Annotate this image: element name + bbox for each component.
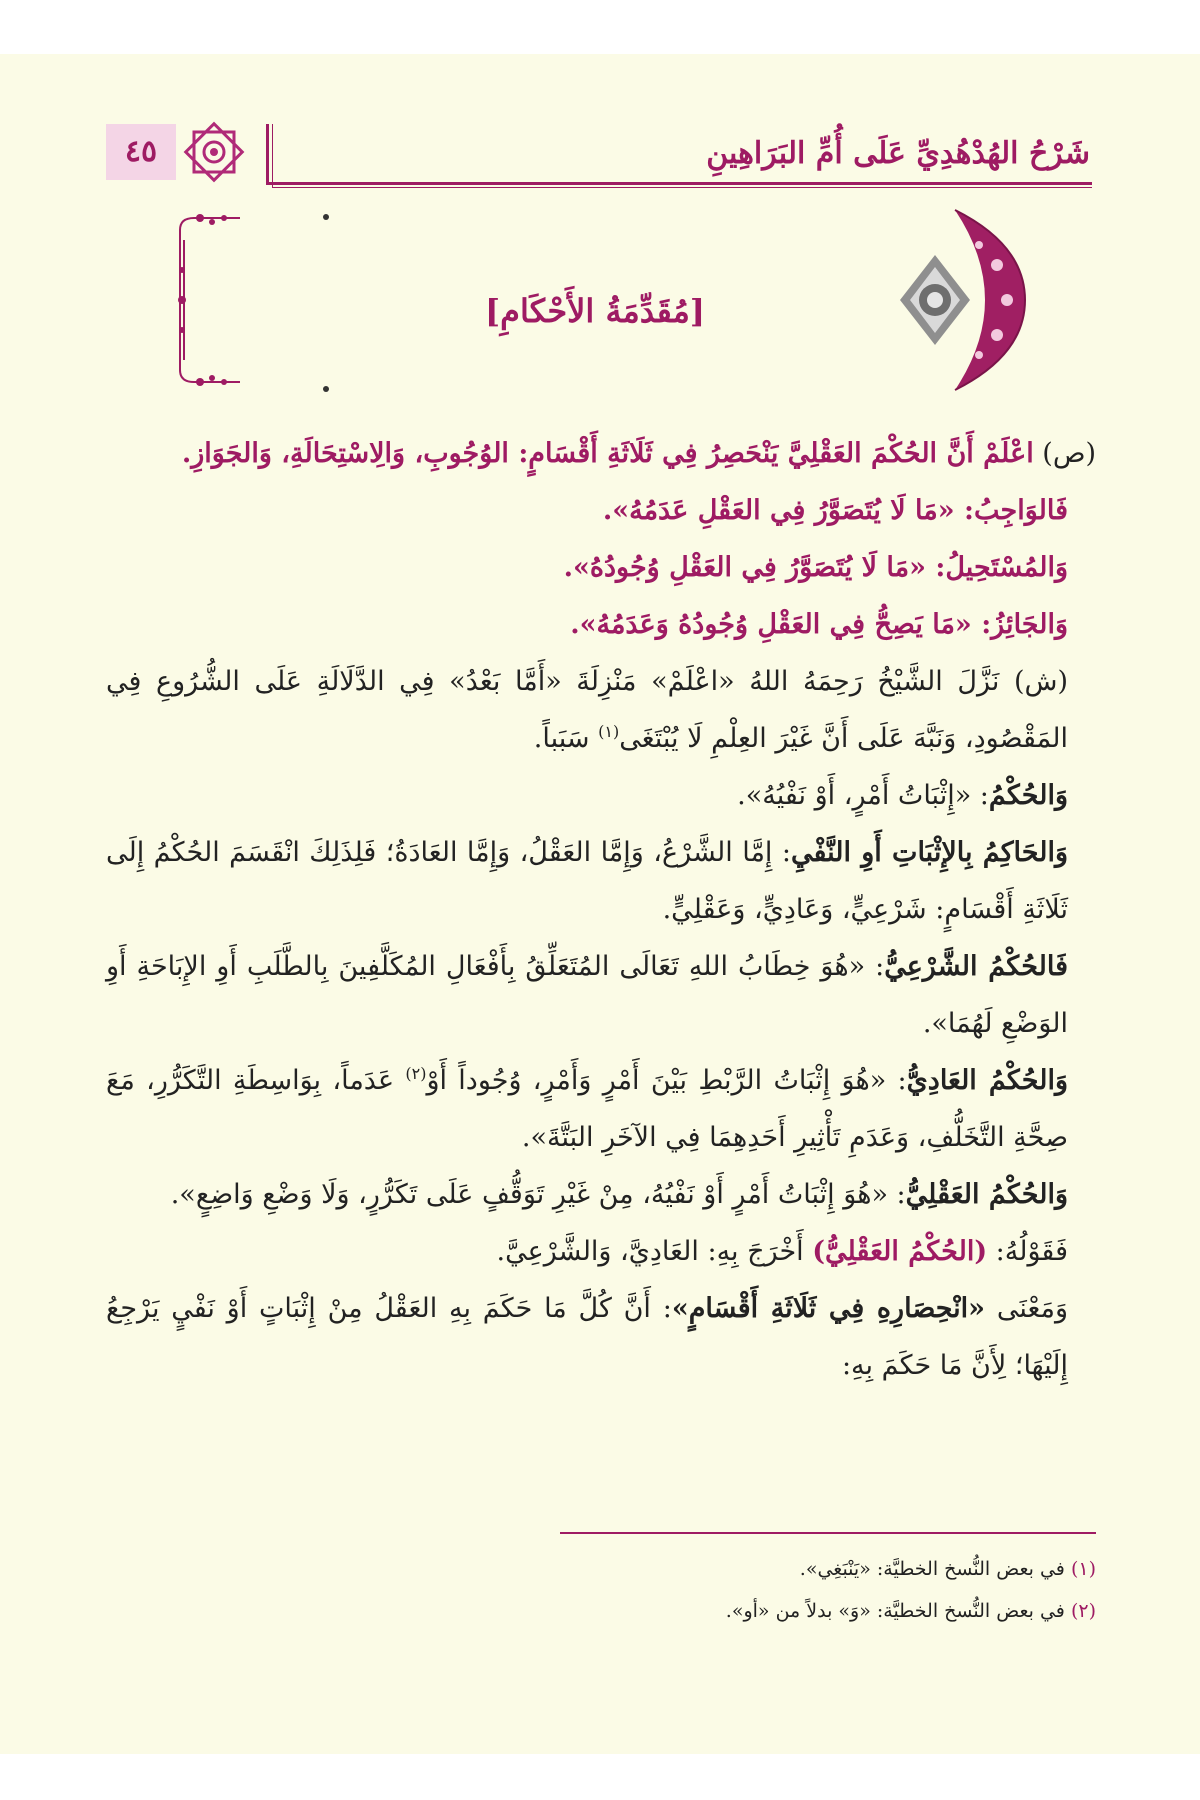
arabesque-medallion-icon — [875, 205, 1035, 395]
ornament-dot — [323, 214, 329, 220]
definition-hakim — [106, 824, 1096, 938]
definition-text: : إِمَّا الشَّرْعُ، وَإِمَّا العَقْلُ، وَإِمَّا العَادَةُ؛ فَلِذَلِكَ انْقَسَمَ الحُكْمُ إِلَى ثَلَاثَةِ أَقْسَامٍ: شَرْعِيٍّ، وَعَادِيٍّ، وَعَقْلِيٍّ. — [106, 837, 1068, 925]
header-rule — [266, 182, 1092, 185]
footnote-number: (١) — [1070, 1558, 1096, 1580]
matn-text: وَالجَائِزُ: «مَا يَصِحُّ فِي العَقْلِ وُجُودُهُ وَعَدَمُهُ». — [570, 609, 1068, 640]
definition-text: : «هُوَ إِثْبَاتُ أَمْرٍ أَوْ نَفْيُهُ، مِنْ غَيْرِ تَوَقُّفٍ عَلَى تَكَرُّرٍ، وَلَا وَضْعِ وَاضِعٍ». — [170, 1179, 906, 1210]
definition-adi — [106, 1052, 1096, 1166]
defined-term: وَالحُكْمُ — [988, 780, 1068, 811]
footnote-marker[interactable]: (١) — [598, 722, 620, 741]
body-text — [106, 425, 1096, 1394]
header-rule-inner — [272, 187, 1092, 188]
footnote-marker[interactable]: (٢) — [405, 1064, 427, 1083]
definition-aqli — [106, 1166, 1096, 1223]
definition-hukm — [106, 767, 1096, 824]
matn-text: اعْلَمْ أَنَّ الحُكْمَ العَقْلِيَّ يَنْحَصِرُ فِي ثَلَاثَةِ أَقْسَامٍ: الوُجُوبِ، وَالِاسْتِحَالَةِ، وَالجَوَازِ. — [181, 438, 1034, 469]
definition-jaiz — [106, 596, 1096, 653]
commentary-paragraph — [106, 1280, 1096, 1394]
definition-text: : «هُوَ إِثْبَاتُ الرَّبْطِ بَيْنَ أَمْرٍ وَأَمْرٍ، وُجُوداً أَوْ — [426, 1065, 907, 1096]
definition-text: : «إِثْبَاتُ أَمْرٍ، أَوْ نَفْيُهُ». — [737, 780, 989, 811]
commentary-text: : أَنَّ كُلَّ مَا حَكَمَ بِهِ العَقْلُ مِنْ إِثْبَاتٍ أَوْ نَفْيٍ يَرْجِعُ إِلَيْهَا؛ لِأَنَّ مَا حَكَمَ بِهِ: — [106, 1293, 1068, 1381]
footnotes — [400, 1548, 1096, 1632]
matn-text: وَالمُسْتَحِيلُ: «مَا لَا يُتَصَوَّرُ فِي العَقْلِ وُجُودُهُ». — [563, 552, 1068, 583]
footnote-separator — [560, 1532, 1096, 1534]
defined-term: وَالحُكْمُ العَادِيُّ — [906, 1065, 1068, 1096]
definition-shari — [106, 938, 1096, 1052]
floral-bracket-icon — [170, 210, 250, 390]
commentary-text: (ش) نَزَّلَ الشَّيْخُ رَحِمَهُ اللهُ «اعْلَمْ» مَنْزِلَةَ «أَمَّا بَعْدُ» فِي الدَّلَالَةِ عَلَى الشُّرُوعِ فِي المَقْصُودِ، وَنَبَّهَ عَلَى أَنَّ غَيْرَ العِلْمِ لَا يُبْتَغَى — [106, 666, 1068, 754]
commentary-text: فَقَوْلُهُ: — [987, 1236, 1068, 1267]
header-divider — [266, 124, 269, 185]
commentary-text: سَبَباً. — [533, 723, 599, 754]
definition-wajib — [106, 482, 1096, 539]
commentary-text: وَمَعْنَى — [985, 1293, 1069, 1324]
footnote — [400, 1548, 1096, 1590]
footnote — [400, 1590, 1096, 1632]
commentary-paragraph — [106, 1223, 1096, 1280]
running-title: شَرْحُ الهُدْهُدِيِّ عَلَى أُمِّ البَرَاهِينِ — [706, 136, 1090, 171]
matn-paragraph — [106, 425, 1096, 482]
header-divider-inner — [272, 124, 273, 188]
section-title: [مُقَدِّمَةُ الأَحْكَامِ] — [485, 292, 705, 330]
footnote-number: (٢) — [1070, 1600, 1096, 1622]
star-ornament-icon — [180, 118, 248, 186]
ornament-dot — [323, 386, 329, 392]
defined-term: «انْحِصَارِهِ فِي ثَلَاثَةِ أَقْسَامٍ» — [671, 1293, 986, 1324]
commentary-text: أَخْرَجَ بِهِ: العَادِيَّ، وَالشَّرْعِيَّ. — [496, 1236, 813, 1267]
paragraph-prefix: (ص) — [1033, 438, 1096, 469]
footnote-text: في بعض النُّسخ الخطيَّة: «وَ» بدلاً من «أو». — [725, 1600, 1065, 1622]
defined-term: وَالحُكْمُ العَقْلِيُّ — [905, 1179, 1068, 1210]
quoted-matn: (الحُكْمُ العَقْلِيُّ) — [812, 1236, 988, 1267]
footnote-text: في بعض النُّسخ الخطيَّة: «يَنْبَغِي». — [799, 1558, 1065, 1580]
defined-term: وَالحَاكِمُ بِالإِثْبَاتِ أَوِ النَّفْيِ — [790, 837, 1068, 868]
definition-text: : «هُوَ خِطَابُ اللهِ تَعَالَى المُتَعَلِّقُ بِأَفْعَالِ المُكَلَّفِينَ بِالطَّلَبِ أَوِ الإِبَاحَةِ أَوِ الوَضْعِ لَهُمَا». — [106, 951, 1068, 1039]
page-number: ٤٥ — [106, 124, 176, 180]
definition-text: عَدَماً، بِوَاسِطَةِ التَّكَرُّرِ، مَعَ صِحَّةِ التَّخَلُّفِ، وَعَدَمِ تَأْثِيرِ أَحَدِهِمَا فِي الآخَرِ البَتَّةَ». — [106, 1065, 1068, 1153]
defined-term: فَالحُكْمُ الشَّرْعِيُّ — [884, 951, 1068, 982]
matn-text: فَالوَاجِبُ: «مَا لَا يُتَصَوَّرُ فِي العَقْلِ عَدَمُهُ». — [602, 495, 1068, 526]
commentary-paragraph — [106, 653, 1096, 767]
definition-mustahil — [106, 539, 1096, 596]
